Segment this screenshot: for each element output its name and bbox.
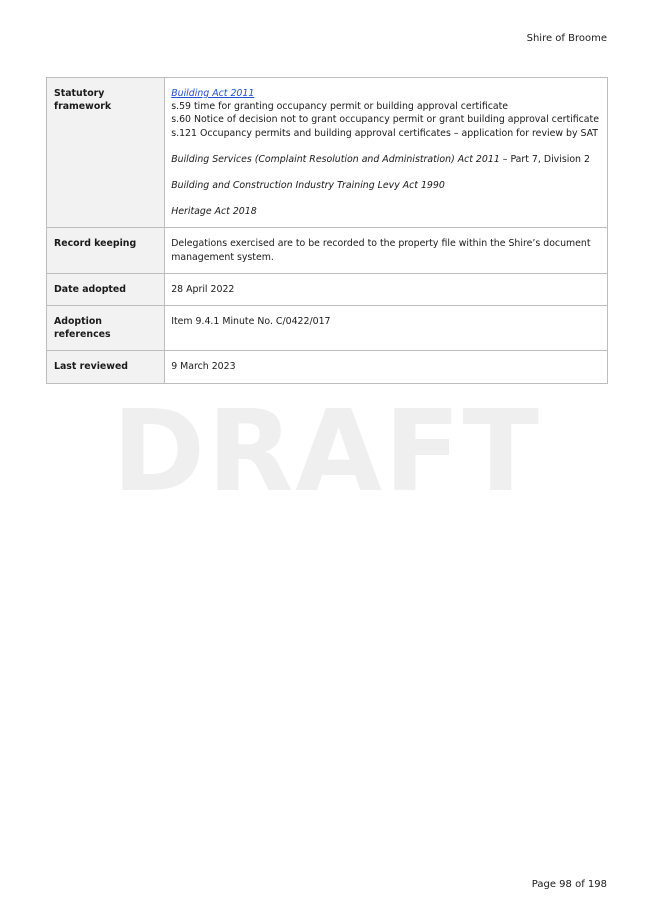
table-row: [47, 228, 608, 273]
training-levy-act-text: Building and Construction Industry Training Levy Act 1990: [171, 180, 445, 192]
adoption-references-value: Item 9.4.1 Minute No. C/0422/017: [165, 306, 608, 351]
statutory-framework-value: [165, 78, 608, 228]
section-121-text: s.121 Occupancy permits and building approval certificates – application for review by SAT: [171, 127, 599, 139]
building-services-act-text: [171, 153, 599, 166]
record-keeping-label: Record keeping: [47, 228, 165, 273]
record-keeping-line-2: management system.: [171, 251, 274, 263]
draft-watermark: DRAFT: [112, 387, 541, 517]
section-60-text: s.60 Notice of decision not to grant occupancy permit or grant building approval certificate: [171, 114, 599, 126]
table-row: [47, 351, 608, 383]
last-reviewed-value: 9 March 2023: [165, 351, 608, 383]
adoption-references-label: Adoption references: [47, 306, 165, 351]
record-keeping-line-1: Delegations exercised are to be recorded to the property file within the Shire’s document: [171, 238, 591, 250]
table-row: [47, 306, 608, 351]
table-row: [47, 273, 608, 305]
record-keeping-value: [165, 228, 608, 273]
building-services-act-title: Building Services (Complaint Resolution and Administration) Act 2011: [171, 153, 500, 165]
last-reviewed-label: Last reviewed: [47, 351, 165, 383]
delegation-details-table: [46, 77, 608, 384]
building-services-act-part: – Part 7, Division 2: [499, 153, 590, 165]
heritage-act-text: Heritage Act 2018: [171, 206, 257, 218]
section-59-text: s.59 time for granting occupancy permit or building approval certificate: [171, 101, 509, 113]
statutory-framework-label: Statutory framework: [47, 78, 165, 228]
table-row: [47, 78, 608, 228]
header-organisation: Shire of Broome: [526, 33, 607, 44]
date-adopted-label: Date adopted: [47, 273, 165, 305]
page-number: Page 98 of 198: [531, 879, 607, 890]
date-adopted-value: 28 April 2022: [165, 273, 608, 305]
building-act-link[interactable]: Building Act 2011: [171, 88, 255, 99]
